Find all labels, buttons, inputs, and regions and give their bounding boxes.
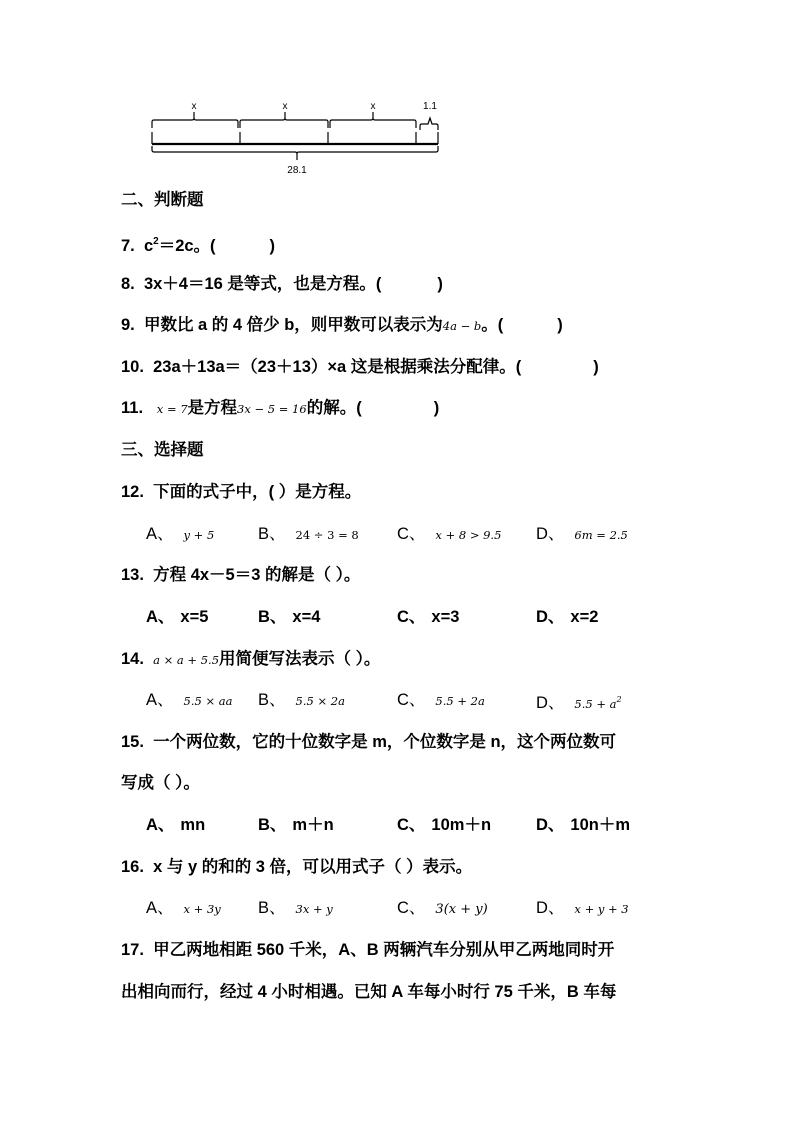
- option-label: A、: [146, 816, 175, 834]
- option-label: A、: [146, 525, 174, 543]
- total-label: 28.1: [287, 165, 307, 176]
- option-value: 24 ÷ 3 = 8: [295, 528, 359, 542]
- question-text: 甲数比 a 的 4 倍少 b，则甲数可以表示为: [143, 316, 443, 334]
- option-value: 3x + y: [295, 902, 333, 916]
- option-a[interactable]: [146, 815, 205, 835]
- math-expression: x = 7: [156, 402, 188, 416]
- question-number: 16.: [121, 858, 144, 876]
- segment-diagram: [140, 92, 460, 182]
- option-value: x + 3y: [183, 902, 221, 916]
- option-b[interactable]: [258, 524, 359, 545]
- section-heading: 二、判断题: [121, 191, 204, 209]
- option-value: 3(x + y): [435, 902, 488, 917]
- option-b[interactable]: [258, 690, 345, 711]
- option-value: 6m = 2.5: [574, 528, 628, 542]
- option-label: B、: [258, 899, 286, 917]
- question-text: 23a＋13a＝（23＋13）×a 这是根据乘法分配律。(: [153, 358, 522, 376]
- option-label: A、: [146, 608, 175, 626]
- option-value: x=5: [180, 608, 209, 626]
- question-number: 9.: [121, 316, 135, 334]
- segment-label: x: [282, 101, 288, 112]
- question-text: x 与 y 的和的 3 倍，可以用式子（ ）表示。: [153, 858, 473, 876]
- option-value: 5.5 + a: [574, 697, 617, 711]
- option-a[interactable]: [146, 524, 214, 545]
- paren: ): [437, 275, 443, 293]
- option-label: C、: [397, 816, 426, 834]
- question-text: c: [143, 237, 154, 255]
- option-label: D、: [536, 608, 565, 626]
- option-value: x=3: [431, 608, 460, 626]
- option-value: 10m＋n: [431, 816, 492, 834]
- segment-label: x: [370, 101, 376, 112]
- paren: ): [557, 316, 563, 334]
- question-number: 10.: [121, 358, 144, 376]
- option-value: x + 8 > 9.5: [435, 528, 502, 542]
- option-value: 5.5 × aa: [183, 694, 233, 708]
- math-expression: 3x − 5 = 16: [237, 402, 307, 416]
- question-text: 用简便写法表示（ ）。: [219, 650, 381, 668]
- question-text: 。(: [481, 316, 504, 334]
- option-label: D、: [536, 694, 565, 712]
- question-text: 的解。(: [306, 399, 362, 417]
- option-a[interactable]: [146, 898, 221, 919]
- option-c[interactable]: [397, 524, 501, 545]
- question-15-cont: 写成（ ）。: [121, 774, 200, 792]
- option-d[interactable]: [536, 898, 629, 919]
- question-number: 12.: [121, 483, 144, 501]
- question-12: [121, 482, 361, 502]
- superscript: 2: [153, 236, 159, 247]
- option-label: D、: [536, 899, 565, 917]
- paren: ): [593, 358, 599, 376]
- option-a[interactable]: [146, 607, 208, 627]
- option-label: D、: [536, 816, 565, 834]
- option-label: A、: [146, 899, 174, 917]
- question-number: 8.: [121, 275, 135, 293]
- question-number: 17.: [121, 941, 144, 959]
- option-label: B、: [258, 816, 287, 834]
- option-d[interactable]: [536, 815, 630, 835]
- option-value: 5.5 + 2a: [435, 694, 485, 708]
- option-value: y + 5: [183, 528, 215, 542]
- question-text: 3x＋4＝16 是等式，也是方程。(: [143, 275, 382, 293]
- segment-label: 1.1: [423, 101, 437, 112]
- option-d[interactable]: [536, 524, 628, 545]
- question-number: 14.: [121, 650, 144, 668]
- option-label: A、: [146, 691, 174, 709]
- question-number: 11.: [121, 399, 144, 417]
- question-number: 15.: [121, 733, 144, 751]
- option-value: x=2: [570, 608, 599, 626]
- section-heading: 三、选择题: [121, 441, 204, 459]
- option-d[interactable]: [536, 690, 622, 714]
- option-b[interactable]: [258, 815, 334, 835]
- option-c[interactable]: [397, 898, 488, 920]
- option-b[interactable]: [258, 607, 320, 627]
- question-17: [121, 940, 614, 960]
- question-8: [121, 274, 443, 294]
- option-c[interactable]: [397, 690, 485, 711]
- option-c[interactable]: [397, 607, 459, 627]
- option-value: m＋n: [292, 816, 334, 834]
- question-text: 下面的式子中，( ）是方程。: [153, 483, 362, 501]
- question-number: 7.: [121, 237, 135, 255]
- question-number: 13.: [121, 566, 144, 584]
- option-c[interactable]: [397, 815, 491, 835]
- question-16: [121, 857, 472, 877]
- option-label: C、: [397, 899, 426, 917]
- option-label: C、: [397, 608, 426, 626]
- superscript: 2: [616, 695, 622, 704]
- segment-label: x: [191, 101, 197, 112]
- option-value: mn: [180, 816, 206, 834]
- option-label: B、: [258, 691, 286, 709]
- option-label: D、: [536, 525, 565, 543]
- question-text: 方程 4x－5＝3 的解是（ ）。: [153, 566, 361, 584]
- question-text: 是方程: [187, 399, 238, 417]
- option-d[interactable]: [536, 607, 598, 627]
- question-text: ＝2c。(: [158, 237, 216, 255]
- option-value: 10n＋m: [570, 816, 631, 834]
- paren: ): [269, 237, 276, 255]
- question-15: [121, 732, 616, 752]
- option-a[interactable]: [146, 690, 232, 711]
- option-b[interactable]: [258, 898, 333, 919]
- question-14: [121, 649, 380, 670]
- math-expression: a × a + 5.5: [153, 653, 220, 667]
- paren: ): [433, 399, 440, 417]
- question-10: [121, 357, 599, 377]
- question-9: [121, 315, 563, 336]
- question-13: [121, 565, 360, 585]
- math-expression: 4a − b: [442, 319, 482, 333]
- question-text: 一个两位数，它的十位数字是 m，个位数字是 n，这个两位数可: [153, 733, 617, 751]
- question-text: 甲乙两地相距 560 千米，A、B 两辆汽车分别从甲乙两地同时开: [153, 941, 615, 959]
- option-value: 5.5 × 2a: [295, 694, 345, 708]
- option-label: C、: [397, 525, 426, 543]
- option-value: x=4: [292, 608, 321, 626]
- question-17-cont: 出相向而行，经过 4 小时相遇。已知 A 车每小时行 75 千米，B 车每: [121, 983, 617, 1001]
- option-label: B、: [258, 525, 286, 543]
- option-value: x + y + 3: [574, 902, 629, 916]
- option-label: B、: [258, 608, 287, 626]
- option-label: C、: [397, 691, 426, 709]
- question-11: [121, 398, 439, 419]
- question-7: [121, 232, 275, 256]
